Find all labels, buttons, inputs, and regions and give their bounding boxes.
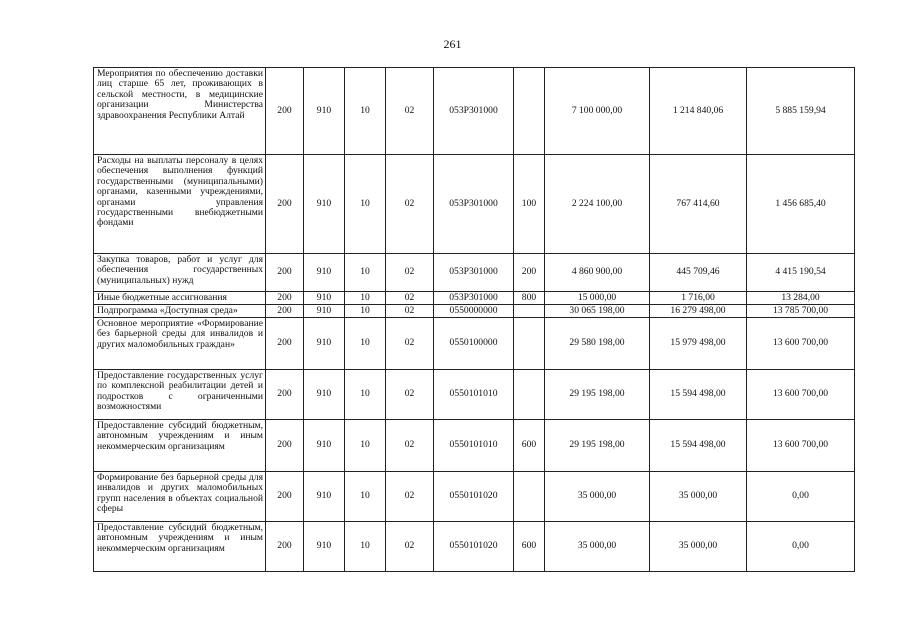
table-row [94,155,855,254]
row-name: Закупка товаров, работ и услуг для обеспечения государственных (муниципальных) нужд [94,254,266,292]
row-name: Иные бюджетные ассигнования [94,292,266,305]
amount-cell: 0,00 [747,472,855,522]
expense-type-cell: 600 [514,522,545,572]
expense-type-cell: 600 [514,420,545,472]
code-cell: 910 [304,522,345,572]
code-cell: 02 [386,305,434,318]
code-cell: 910 [304,420,345,472]
expense-type-cell [514,472,545,522]
code-cell: 200 [266,420,304,472]
code-cell: 910 [304,305,345,318]
code-cell: 10 [345,318,386,370]
code-cell: 910 [304,155,345,254]
target-code-cell: 0550101010 [434,370,514,420]
table-row [94,522,855,572]
code-cell: 910 [304,472,345,522]
amount-cell: 4 415 190,54 [747,254,855,292]
amount-cell: 35 000,00 [650,522,747,572]
code-cell: 200 [266,254,304,292]
amount-cell: 13 785 700,00 [747,305,855,318]
amount-cell: 13 600 700,00 [747,318,855,370]
code-cell: 10 [345,292,386,305]
amount-cell: 4 860 900,00 [545,254,650,292]
expense-type-cell [514,318,545,370]
code-cell: 10 [345,420,386,472]
code-cell: 02 [386,420,434,472]
code-cell: 02 [386,370,434,420]
table-row [94,292,855,305]
code-cell: 910 [304,318,345,370]
amount-cell: 2 224 100,00 [545,155,650,254]
table-row [94,305,855,318]
amount-cell: 29 195 198,00 [545,420,650,472]
row-name: Предоставление субсидий бюджетным, автономным учреждениям и иным некоммерческим организациям [94,522,266,572]
target-code-cell: 0550101020 [434,472,514,522]
code-cell: 200 [266,522,304,572]
expense-type-cell [514,305,545,318]
amount-cell: 15 594 498,00 [650,420,747,472]
code-cell: 200 [266,305,304,318]
amount-cell: 35 000,00 [545,522,650,572]
table-row [94,68,855,155]
code-cell: 910 [304,370,345,420]
code-cell: 02 [386,318,434,370]
code-cell: 10 [345,155,386,254]
expense-type-cell: 800 [514,292,545,305]
row-name: Предоставление государственных услуг по комплексной реабилитации детей и подростков с ограниченными возможностями [94,370,266,420]
code-cell: 02 [386,155,434,254]
code-cell: 200 [266,370,304,420]
amount-cell: 29 580 198,00 [545,318,650,370]
amount-cell: 1 716,00 [650,292,747,305]
row-name: Расходы на выплаты персоналу в целях обеспечения выполнения функций государственными (муниципальными) органами, казенными учреждениями, органами управления государственными внебюджетными фондами [94,155,266,254]
amount-cell: 1 214 840,06 [650,68,747,155]
amount-cell: 35 000,00 [545,472,650,522]
amount-cell: 13 600 700,00 [747,370,855,420]
row-name: Подпрограмма «Доступная среда» [94,305,266,318]
budget-table [93,67,855,572]
code-cell: 10 [345,370,386,420]
code-cell: 10 [345,254,386,292]
amount-cell: 445 709,46 [650,254,747,292]
code-cell: 910 [304,68,345,155]
amount-cell: 15 594 498,00 [650,370,747,420]
table-row [94,472,855,522]
code-cell: 200 [266,155,304,254]
expense-type-cell: 100 [514,155,545,254]
target-code-cell: 0550100000 [434,318,514,370]
row-name: Формирование без барьерной среды для инвалидов и других маломобильных групп населения в объектах социальной сферы [94,472,266,522]
target-code-cell: 053P301000 [434,254,514,292]
amount-cell: 15 979 498,00 [650,318,747,370]
amount-cell: 13 284,00 [747,292,855,305]
target-code-cell: 053P301000 [434,292,514,305]
code-cell: 200 [266,68,304,155]
amount-cell: 16 279 498,00 [650,305,747,318]
amount-cell: 35 000,00 [650,472,747,522]
row-name: Мероприятия по обеспечению доставки лиц старше 65 лет, проживающих в сельской местности, в медицинские организации Министерства здравоохранения Республики Алтай [94,68,266,155]
target-code-cell: 0550101020 [434,522,514,572]
amount-cell: 15 000,00 [545,292,650,305]
code-cell: 02 [386,292,434,305]
budget-table-body [94,68,855,572]
amount-cell: 13 600 700,00 [747,420,855,472]
amount-cell: 1 456 685,40 [747,155,855,254]
amount-cell: 29 195 198,00 [545,370,650,420]
expense-type-cell: 200 [514,254,545,292]
code-cell: 10 [345,305,386,318]
expense-type-cell [514,68,545,155]
code-cell: 10 [345,472,386,522]
code-cell: 10 [345,522,386,572]
amount-cell: 0,00 [747,522,855,572]
amount-cell: 5 885 159,94 [747,68,855,155]
amount-cell: 7 100 000,00 [545,68,650,155]
code-cell: 02 [386,522,434,572]
target-code-cell: 0550101010 [434,420,514,472]
code-cell: 02 [386,254,434,292]
table-row [94,254,855,292]
code-cell: 200 [266,292,304,305]
table-row [94,370,855,420]
code-cell: 200 [266,472,304,522]
expense-type-cell [514,370,545,420]
page-number: 261 [443,37,462,51]
target-code-cell: 0550000000 [434,305,514,318]
code-cell: 200 [266,318,304,370]
table-row [94,420,855,472]
code-cell: 910 [304,292,345,305]
code-cell: 910 [304,254,345,292]
table-row [94,318,855,370]
code-cell: 02 [386,68,434,155]
amount-cell: 767 414,60 [650,155,747,254]
row-name: Основное мероприятие «Формирование без барьерной среды для инвалидов и других маломобильных граждан» [94,318,266,370]
code-cell: 02 [386,472,434,522]
code-cell: 10 [345,68,386,155]
target-code-cell: 053P301000 [434,155,514,254]
target-code-cell: 053P301000 [434,68,514,155]
row-name: Предоставление субсидий бюджетным, автономным учреждениям и иным некоммерческим организациям [94,420,266,472]
amount-cell: 30 065 198,00 [545,305,650,318]
